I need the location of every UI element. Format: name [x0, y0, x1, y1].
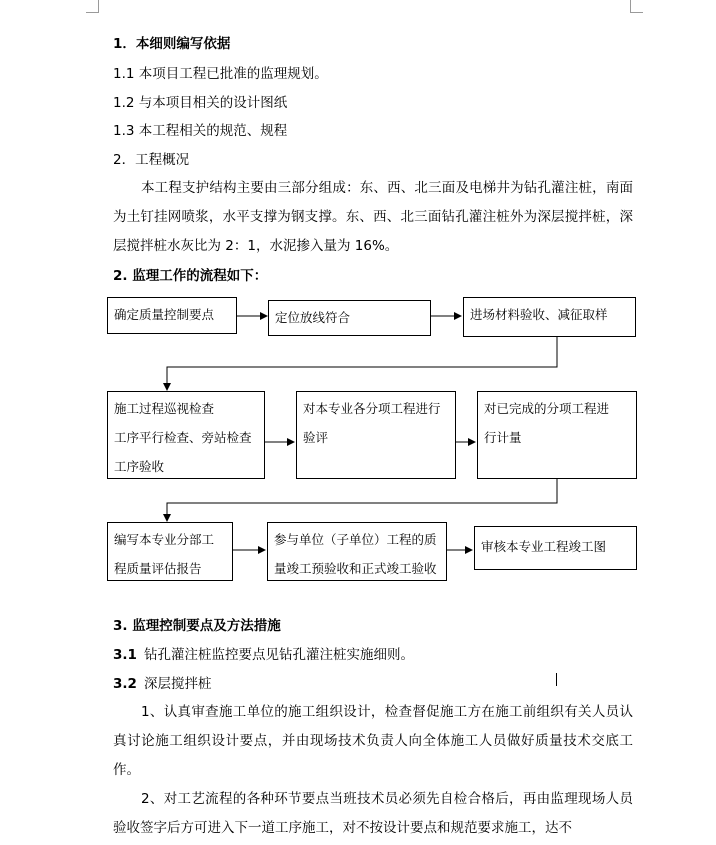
flow-box-text: 对本专业各分项工程进行 [303, 401, 441, 416]
flow-box-quality-points [107, 297, 237, 334]
section-number: 3.1 [113, 647, 137, 663]
measure-paragraph-1: 1、认真审查施工单位的施工组织设计，检查督促施工方在施工前组织有关人员认真讨论施工组织设计要点，并由现场技术负责人向全体施工人员做好质量技术交底工作。 [113, 704, 633, 778]
flow-box-text: 工序验收 [114, 459, 165, 474]
flow-box-text: 施工过程巡视检查 [114, 401, 215, 416]
heading-basis: 1．本细则编写依据 [113, 36, 231, 52]
arrow-row2-row3 [167, 479, 557, 521]
flow-box-measurement [477, 391, 637, 479]
section-text: 深层搅拌桩 [144, 676, 212, 692]
flow-box-text: 审核本专业工程竣工图 [481, 539, 607, 554]
flow-box-asbuilt-review [474, 526, 637, 570]
flow-box-construction-inspection [107, 391, 265, 479]
arrow-row1-row2 [167, 337, 557, 390]
flow-box-text: 程质量评估报告 [114, 561, 202, 576]
flow-box-text: 定位放线符合 [275, 310, 351, 325]
flow-box-text: 行计量 [484, 430, 522, 445]
flow-box-text: 参与单位（子单位）工程的质 [274, 532, 437, 547]
flow-box-completion-acceptance [267, 522, 447, 581]
basis-item: 1.1 本项目工程已批准的监理规划。 [113, 66, 328, 82]
flow-box-text: 进场材料验收、减征取样 [470, 307, 608, 322]
flow-box-positioning [268, 300, 431, 336]
flow-box-subitem-evaluation [296, 391, 456, 479]
flow-box-assessment-report [107, 522, 233, 581]
section-item [113, 674, 212, 694]
flow-box-text: 确定质量控制要点 [114, 307, 215, 322]
flow-box-text: 编写本专业分部工 [114, 532, 215, 547]
overview-paragraph: 本工程支护结构主要由三部分组成：东、西、北三面及电梯井为钻孔灌注桩，南面为土钉挂网喷浆，水平支撑为钢支撑。东、西、北三面钻孔灌注桩外为深层搅拌桩，深层搅拌桩水灰比为 2：1，水泥掺入量为 16%。 [113, 180, 633, 254]
section-item [113, 645, 414, 665]
measure-paragraph-2: 2、对工艺流程的各种环节要点当班技术员必须先自检合格后，再由监理现场人员验收签字后方可进入下一道工序施工，对不按设计要点和规范要求施工，达不 [113, 791, 633, 836]
flow-box-text: 验评 [303, 430, 329, 445]
section-text: 钻孔灌注桩监控要点见钻孔灌注桩实施细则。 [144, 647, 414, 663]
flow-box-text: 工序平行检查、旁站检查 [114, 430, 252, 445]
heading-control-points: 3. 监理控制要点及方法措施 [113, 618, 281, 634]
text-cursor [556, 673, 557, 686]
basis-item: 1.2 与本项目相关的设计图纸 [113, 95, 288, 111]
heading-workflow: 2. 监理工作的流程如下： [113, 268, 268, 284]
section-number: 3.2 [113, 676, 137, 692]
flow-box-text: 对已完成的分项工程进 [484, 401, 610, 416]
basis-item: 1.3 本工程相关的规范、规程 [113, 123, 288, 139]
flow-box-material-inspection [463, 297, 636, 337]
flow-box-text: 量竣工预验收和正式竣工验收 [274, 561, 437, 576]
heading-overview: 2．工程概况 [113, 152, 190, 168]
